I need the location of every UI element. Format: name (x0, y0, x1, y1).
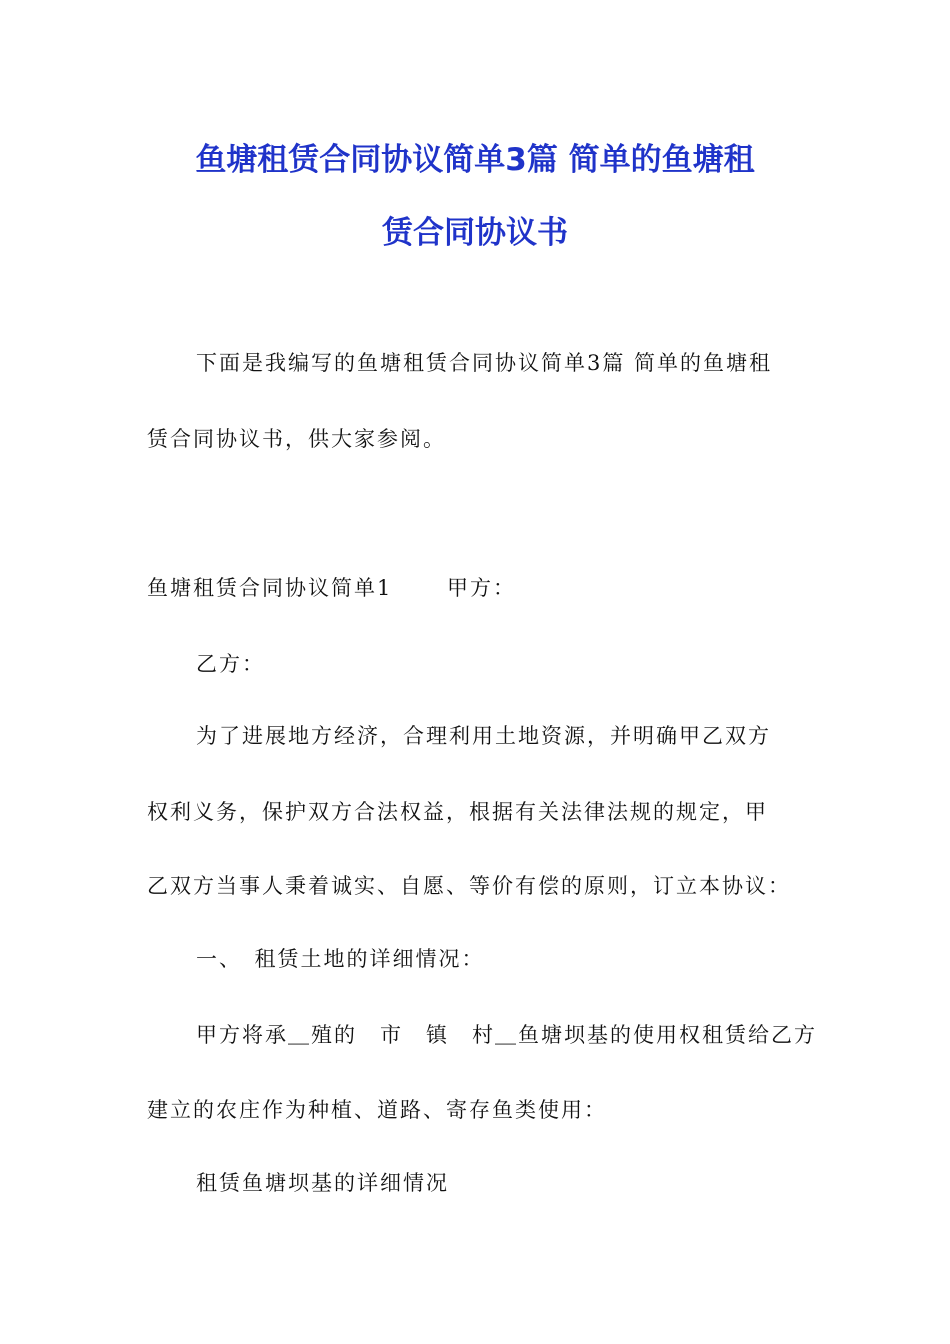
intro-paragraph-line-1: 下面是我编写的鱼塘租赁合同协议简单3篇 简单的鱼塘租 (196, 351, 773, 375)
article-1-heading: 一、 租赁土地的详细情况： (196, 947, 485, 971)
document-title-line-1: 鱼塘租赁合同协议简单3篇 简单的鱼塘租 (195, 142, 755, 178)
clause-paragraph-line-3: 乙双方当事人秉着诚实、自愿、等价有偿的原则，订立本协议： (147, 874, 791, 898)
party-b-line: 乙方： (196, 652, 265, 676)
clause-paragraph-line-2: 权利义务，保护双方合法权益，根据有关法律法规的规定，甲 (147, 800, 768, 824)
article-1-subheading: 租赁鱼塘坝基的详细情况 (196, 1171, 449, 1195)
article-1-paragraph-line-1: 甲方将承＿殖的 市 镇 村＿鱼塘坝基的使用权租赁给乙方 (196, 1023, 817, 1047)
document-title-line-2: 赁合同协议书 (382, 215, 568, 251)
intro-paragraph-line-2: 赁合同协议书，供大家参阅。 (147, 427, 446, 451)
clause-paragraph-line-1: 为了进展地方经济，合理利用土地资源，并明确甲乙双方 (196, 724, 771, 748)
section-heading-contract-1: 鱼塘租赁合同协议简单1 甲方： (147, 576, 517, 600)
article-1-paragraph-line-2: 建立的农庄作为种植、道路、寄存鱼类使用： (147, 1098, 607, 1122)
